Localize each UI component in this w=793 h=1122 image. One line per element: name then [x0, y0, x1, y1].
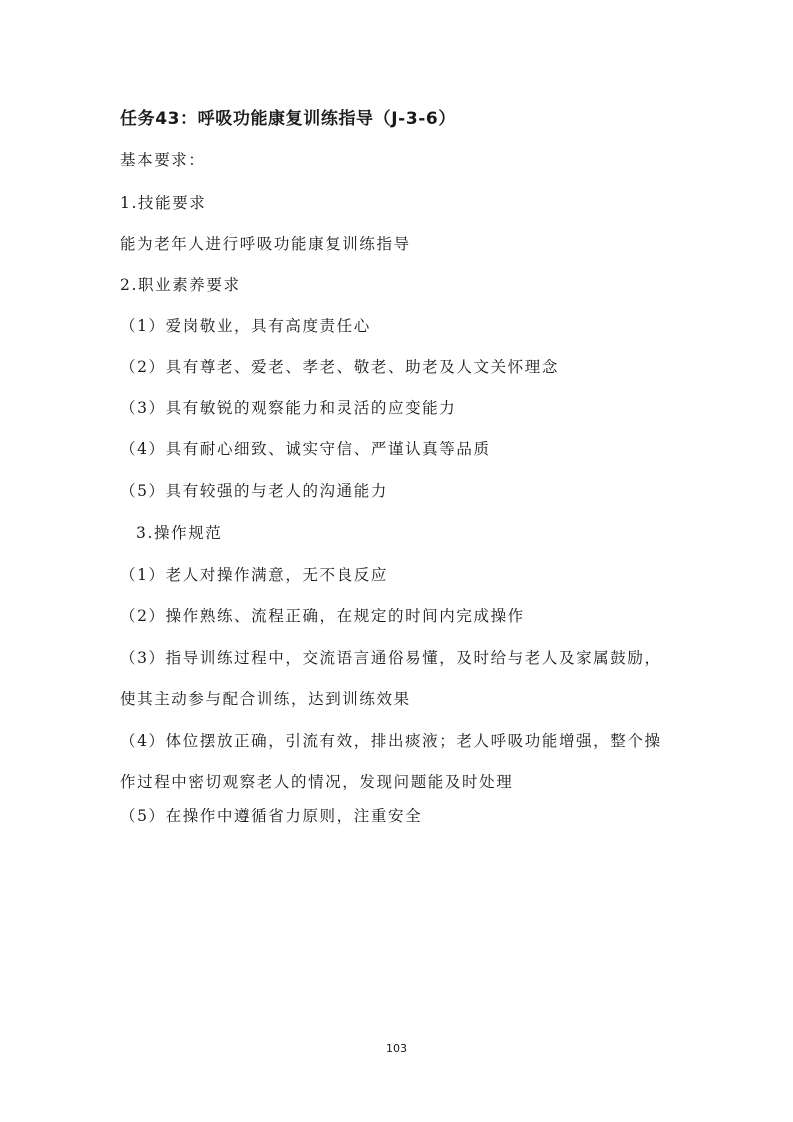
- literacy-item: （4）具有耐心细致、诚实守信、严谨认真等品质: [120, 440, 491, 458]
- skill-heading: 1.技能要求: [120, 194, 207, 212]
- task-title: 任务43：呼吸功能康复训练指导（J-3-6）: [120, 109, 456, 129]
- literacy-item: （3）具有敏锐的观察能力和灵活的应变能力: [120, 399, 457, 417]
- operation-item-continuation: 作过程中密切观察老人的情况，发现问题能及时处理: [120, 773, 514, 791]
- operation-item: （1）老人对操作满意，无不良反应: [120, 566, 388, 584]
- page-number: 103: [386, 1042, 407, 1055]
- operation-item: （4）体位摆放正确，引流有效，排出痰液；老人呼吸功能增强，整个操: [120, 732, 662, 750]
- operation-item: （3）指导训练过程中，交流语言通俗易懂，及时给与老人及家属鼓励，: [120, 649, 662, 667]
- basic-requirements-heading: 基本要求：: [120, 151, 206, 169]
- literacy-item: （2）具有尊老、爱老、孝老、敬老、助老及人文关怀理念: [120, 358, 559, 376]
- skill-text: 能为老年人进行呼吸功能康复训练指导: [120, 235, 411, 253]
- operation-item-continuation: 使其主动参与配合训练，达到训练效果: [120, 690, 411, 708]
- operation-heading: 3.操作规范: [136, 524, 223, 542]
- operation-item: （2）操作熟练、流程正确，在规定的时间内完成操作: [120, 607, 525, 625]
- operation-item: （5）在操作中遵循省力原则，注重安全: [120, 807, 423, 825]
- literacy-heading: 2.职业素养要求: [120, 276, 241, 294]
- literacy-item: （5）具有较强的与老人的沟通能力: [120, 482, 388, 500]
- literacy-item: （1）爱岗敬业，具有高度责任心: [120, 317, 371, 335]
